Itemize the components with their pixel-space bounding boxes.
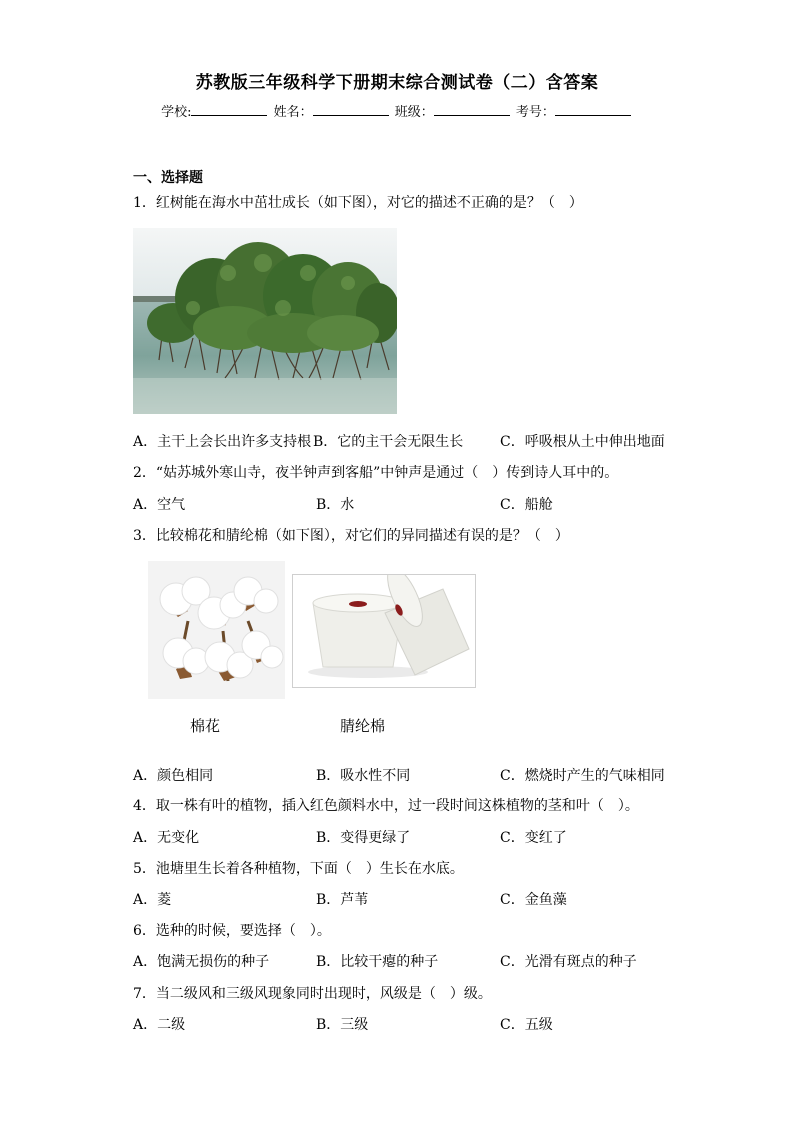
class-label: 班级： bbox=[394, 105, 434, 120]
option-b[interactable]: B．芦苇 bbox=[316, 892, 369, 908]
option-c[interactable]: C．燃烧时产生的气味相同 bbox=[500, 768, 665, 784]
option-a[interactable]: A．二级 bbox=[133, 1017, 186, 1033]
question-4: 4．取一株有叶的植物，插入红色颜料水中，过一段时间这株植物的茎和叶（ ）。 bbox=[133, 798, 639, 814]
option-b[interactable]: B．它的主干会无限生长 bbox=[313, 434, 464, 450]
question-7-options bbox=[133, 1014, 673, 1034]
name-label: 姓名： bbox=[273, 105, 313, 120]
school-label: 学校: bbox=[161, 105, 192, 120]
question-1-options bbox=[133, 431, 673, 451]
question-6: 6．选种的时候，要选择（ ）。 bbox=[133, 923, 331, 939]
option-a[interactable]: A．空气 bbox=[133, 497, 186, 513]
question-7: 7．当二级风和三级风现象同时出现时，风级是（ ）级。 bbox=[133, 986, 492, 1002]
option-c[interactable]: C．五级 bbox=[500, 1017, 553, 1033]
option-b[interactable]: B．变得更绿了 bbox=[316, 830, 411, 846]
option-a[interactable]: A．菱 bbox=[133, 892, 172, 908]
option-b[interactable]: B．水 bbox=[316, 497, 355, 513]
question-5-options bbox=[133, 889, 673, 909]
option-c[interactable]: C．变红了 bbox=[500, 830, 567, 846]
mangrove-photo bbox=[133, 228, 397, 414]
question-2: 2．“姑苏城外寒山寺，夜半钟声到客船”中钟声是通过（ ）传到诗人耳中的。 bbox=[133, 465, 619, 481]
class-blank[interactable] bbox=[434, 103, 510, 116]
option-c[interactable]: C．船舱 bbox=[500, 497, 553, 513]
question-2-options bbox=[133, 494, 673, 514]
school-blank[interactable] bbox=[191, 103, 267, 116]
student-info-line bbox=[0, 101, 794, 120]
question-4-options bbox=[133, 827, 673, 847]
acrylic-yarn-photo bbox=[292, 574, 476, 688]
acrylic-caption: 腈纶棉 bbox=[340, 717, 386, 735]
option-a[interactable]: A．颜色相同 bbox=[133, 768, 214, 784]
question-3-options bbox=[133, 765, 673, 785]
option-c[interactable]: C．光滑有斑点的种子 bbox=[500, 954, 637, 970]
cotton-caption: 棉花 bbox=[190, 717, 221, 735]
option-a[interactable]: A．主干上会长出许多支持根 bbox=[133, 434, 312, 450]
option-b[interactable]: B．吸水性不同 bbox=[316, 768, 411, 784]
question-6-options bbox=[133, 951, 673, 971]
cotton-photo bbox=[148, 561, 285, 699]
exam-number-label: 考号： bbox=[515, 105, 555, 120]
option-c[interactable]: C．呼吸根从土中伸出地面 bbox=[500, 434, 665, 450]
option-a[interactable]: A．无变化 bbox=[133, 830, 200, 846]
section-title: 一、选择题 bbox=[133, 170, 203, 186]
option-b[interactable]: B．比较干瘪的种子 bbox=[316, 954, 439, 970]
page-title: 苏教版三年级科学下册期末综合测试卷（二）含答案 bbox=[195, 73, 599, 93]
name-blank[interactable] bbox=[313, 103, 389, 116]
option-a[interactable]: A．饱满无损伤的种子 bbox=[133, 954, 270, 970]
question-5: 5．池塘里生长着各种植物，下面（ ）生长在水底。 bbox=[133, 861, 464, 877]
exam-number-blank[interactable] bbox=[555, 103, 631, 116]
question-1: 1．红树能在海水中茁壮成长（如下图），对它的描述不正确的是？（ ） bbox=[133, 195, 583, 211]
question-3: 3．比较棉花和腈纶棉（如下图），对它们的异同描述有误的是？（ ） bbox=[133, 528, 569, 544]
option-b[interactable]: B．三级 bbox=[316, 1017, 369, 1033]
option-c[interactable]: C．金鱼藻 bbox=[500, 892, 567, 908]
